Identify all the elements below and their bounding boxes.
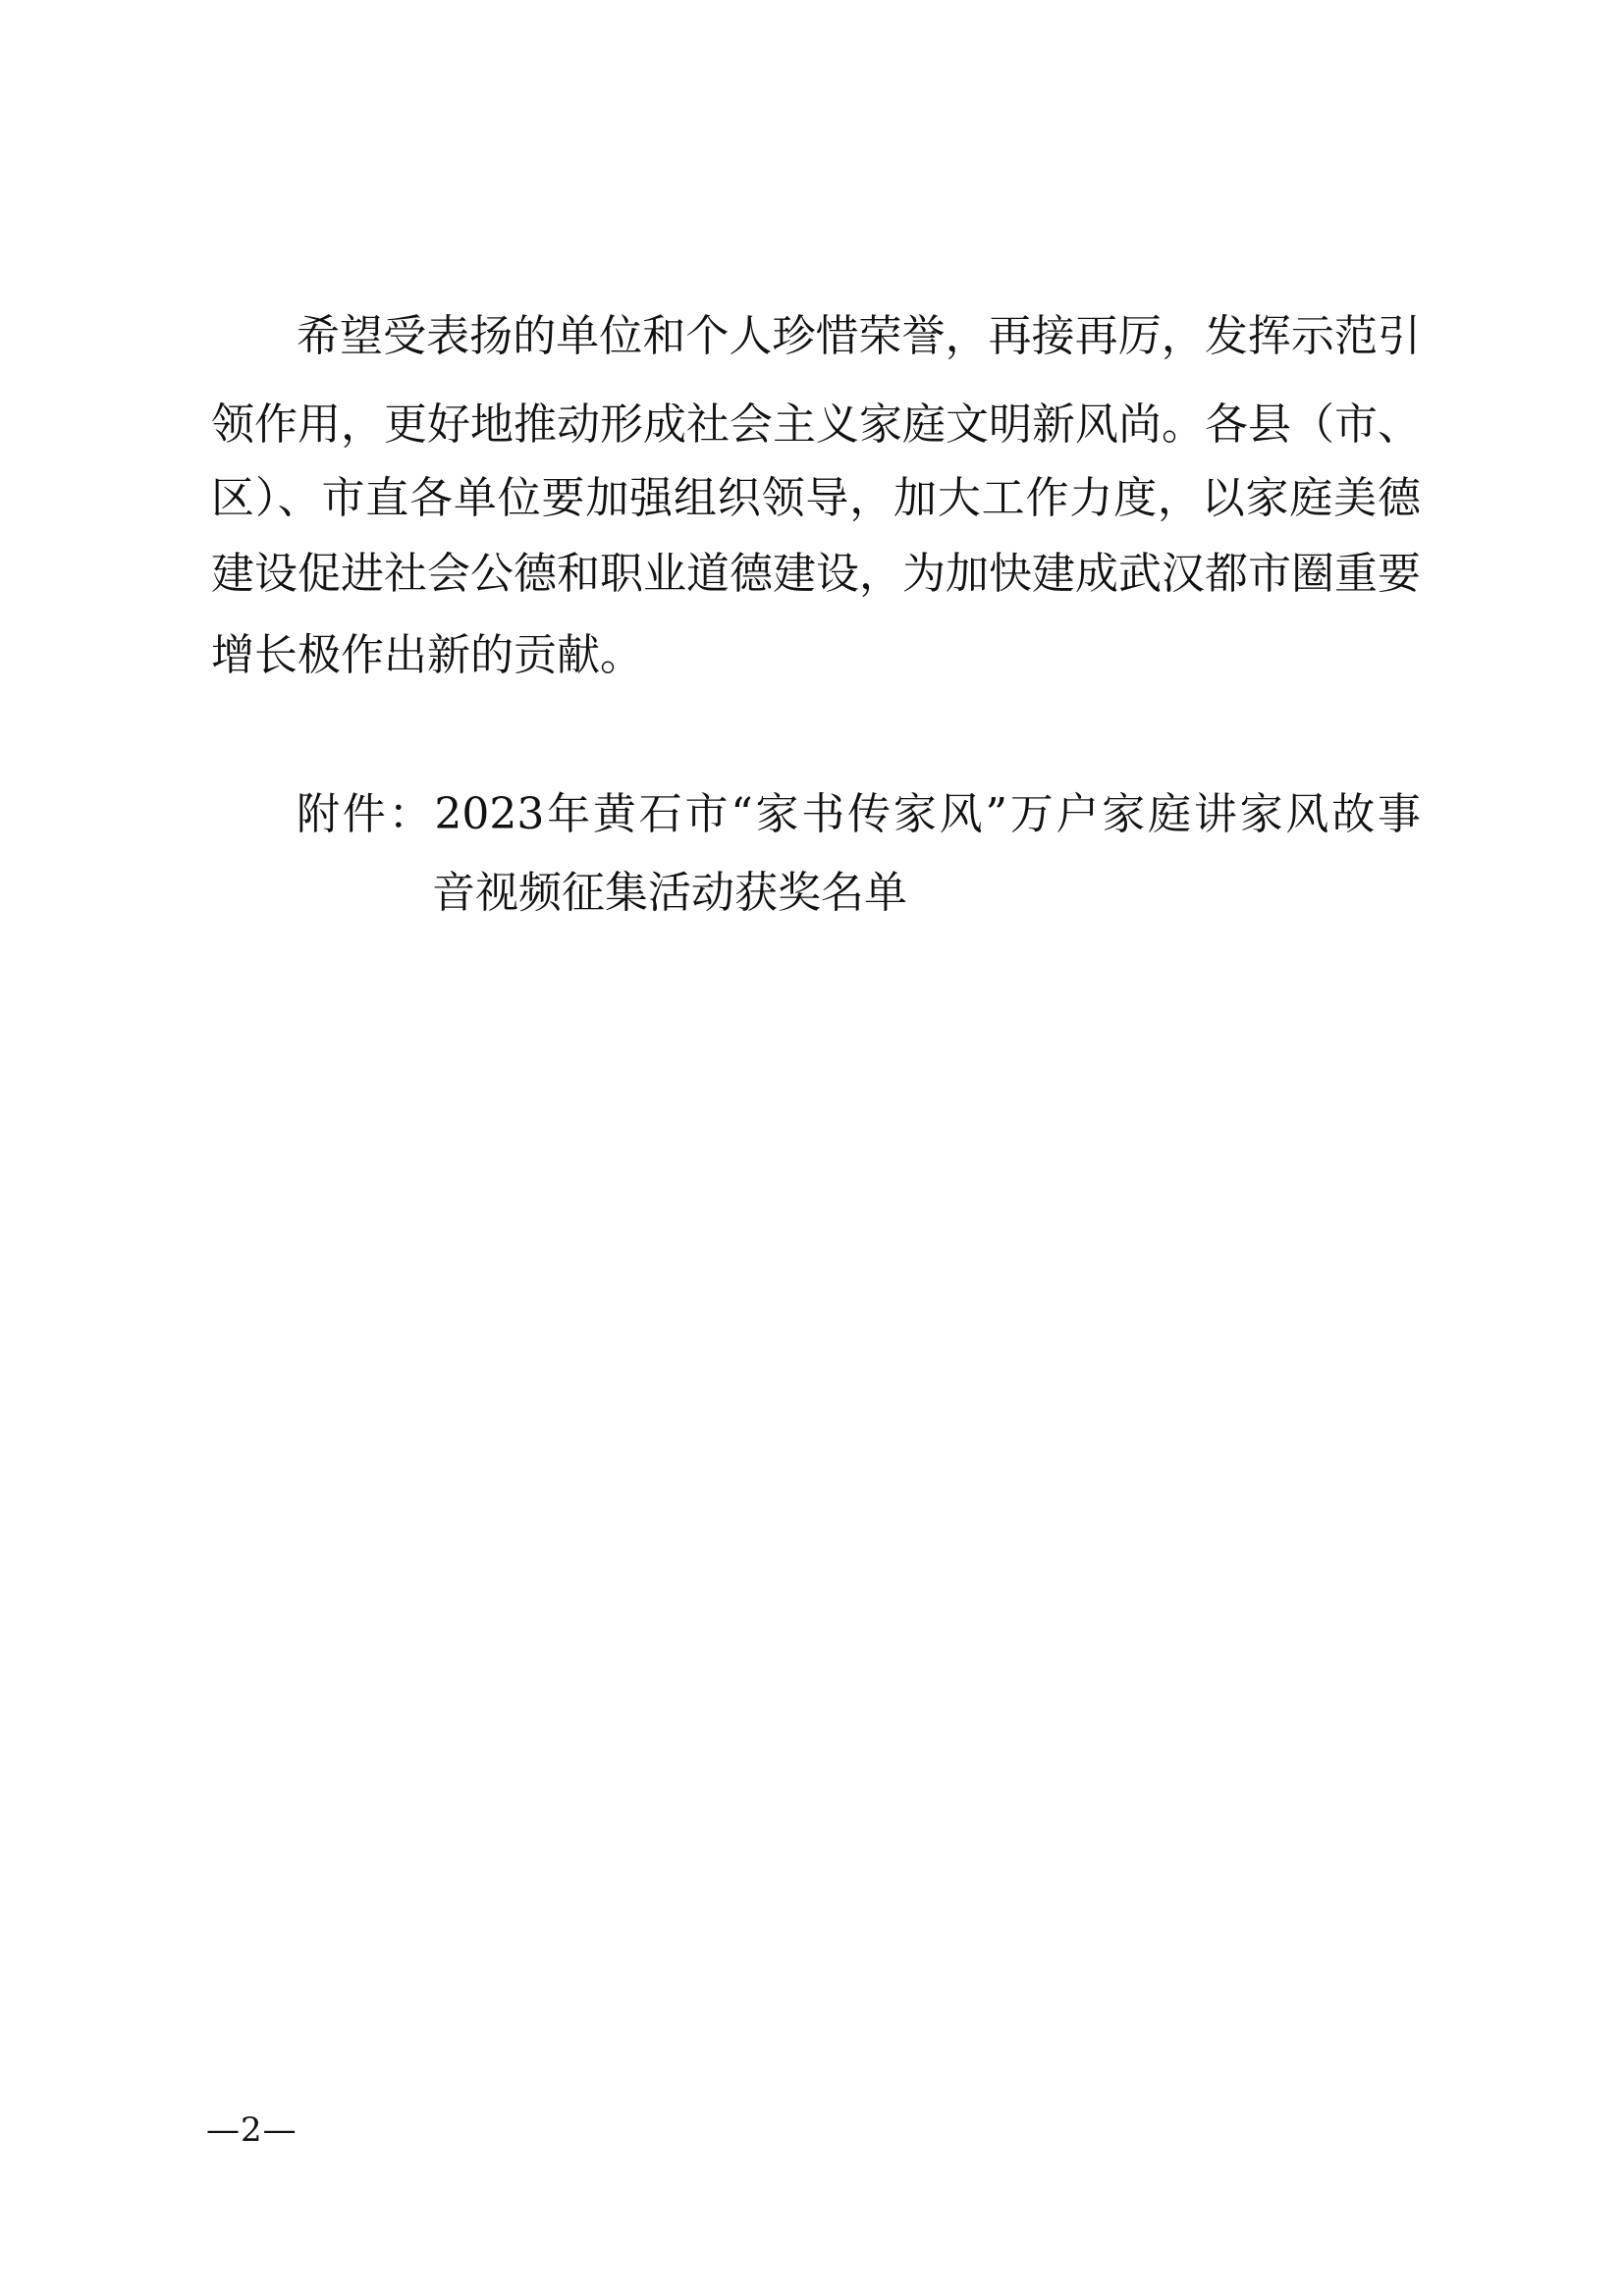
paragraph-line-4: 建设促进社会公德和职业道德建设，为加快建成武汉都市圈重要 (211, 549, 1421, 599)
attachment-line-1: 附件：2023年黄石市“家书传家风”万户家庭讲家风故事 (297, 789, 1421, 839)
page-number: —2— (206, 2110, 298, 2150)
attachment-line-2: 音视频征集活动获奖名单 (432, 868, 907, 918)
paragraph-line-3: 区）、市直各单位要加强组织领导，加大工作力度，以家庭美德 (211, 473, 1421, 523)
paragraph-line-5: 增长极作出新的贡献。 (211, 630, 643, 680)
paragraph-line-1: 希望受表扬的单位和个人珍惜荣誉，再接再厉，发挥示范引 (297, 311, 1421, 361)
paragraph-line-2: 领作用，更好地推动形成社会主义家庭文明新风尚。各县（市、 (211, 400, 1421, 450)
